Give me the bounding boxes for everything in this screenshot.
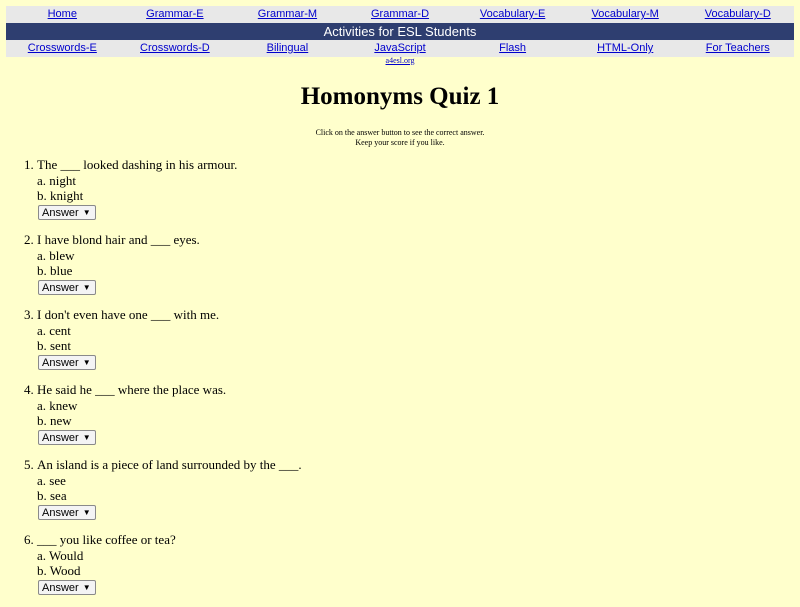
question-item (0, 532, 800, 607)
question-text: He said he ___ where the place was. (37, 382, 227, 397)
answer-label: Answer (42, 207, 79, 219)
nav-link-vocabulary-e[interactable]: Vocabulary-E (479, 8, 546, 20)
nav-link-html-only[interactable]: HTML-Only (597, 42, 654, 54)
option-b: b. new (37, 413, 72, 428)
dropdown-arrow-icon: ▼ (82, 583, 91, 592)
nav-link-crosswords-e[interactable]: Crosswords-E (27, 42, 97, 54)
question-item (0, 157, 800, 232)
nav-link-grammar-d[interactable]: Grammar-D (370, 8, 430, 20)
question-text: I have blond hair and ___ eyes. (37, 232, 200, 247)
page-title: Homonyms Quiz 1 (300, 83, 500, 110)
option-a: a. cent (37, 323, 71, 338)
nav-link-javascript[interactable]: JavaScript (374, 42, 426, 54)
answer-dropdown-button[interactable] (38, 355, 96, 370)
site-home-link[interactable]: a4esl.org (385, 56, 415, 65)
option-a: a. see (37, 473, 66, 488)
option-a: a. blew (37, 248, 75, 263)
nav-link-for-teachers[interactable]: For Teachers (705, 42, 770, 54)
nav-link-grammar-e[interactable]: Grammar-E (146, 8, 204, 20)
question-item (0, 457, 800, 532)
question-item (0, 382, 800, 457)
nav-link-flash[interactable]: Flash (499, 42, 527, 54)
dropdown-arrow-icon: ▼ (82, 508, 91, 517)
answer-label: Answer (42, 582, 79, 594)
dropdown-arrow-icon: ▼ (82, 358, 91, 367)
instructions-line-1: Click on the answer button to see the correct answer. (315, 128, 485, 137)
answer-dropdown-button[interactable] (38, 205, 96, 220)
nav-link-crosswords-d[interactable]: Crosswords-D (140, 42, 210, 54)
question-number: 1. (24, 157, 34, 172)
answer-dropdown-button[interactable] (38, 280, 96, 295)
site-link-row (0, 56, 800, 65)
nav-link-vocabulary-m[interactable]: Vocabulary-M (591, 8, 659, 20)
option-b: b. blue (37, 263, 73, 278)
top-nav-bar (6, 6, 794, 23)
answer-dropdown-button[interactable] (38, 505, 96, 520)
question-item (0, 232, 800, 307)
question-text: The ___ looked dashing in his armour. (37, 157, 238, 172)
question-number: 6. (24, 532, 34, 547)
bottom-nav-bar (6, 40, 794, 57)
question-number: 5. (24, 457, 34, 472)
nav-link-vocabulary-d[interactable]: Vocabulary-D (704, 8, 771, 20)
option-a: a. knew (37, 398, 78, 413)
dropdown-arrow-icon: ▼ (82, 208, 91, 217)
option-b: b. knight (37, 188, 84, 203)
dropdown-arrow-icon: ▼ (82, 283, 91, 292)
question-item (0, 307, 800, 382)
question-number: 4. (24, 382, 34, 397)
question-list (0, 157, 800, 607)
question-text: I don't even have one ___ with me. (37, 307, 220, 322)
instructions (0, 128, 800, 148)
nav-link-home[interactable]: Home (47, 8, 77, 20)
option-b: b. Wood (37, 563, 81, 578)
answer-label: Answer (42, 432, 79, 444)
answer-label: Answer (42, 282, 79, 294)
option-b: b. sea (37, 488, 67, 503)
site-banner: Activities for ESL Students (6, 23, 794, 40)
option-a: a. Would (37, 548, 84, 563)
instructions-line-2: Keep your score if you like. (355, 138, 445, 147)
answer-label: Answer (42, 357, 79, 369)
option-b: b. sent (37, 338, 71, 353)
question-number: 3. (24, 307, 34, 322)
question-text: ___ you like coffee or tea? (37, 532, 176, 547)
question-text: An island is a piece of land surrounded by the ___. (37, 457, 302, 472)
answer-label: Answer (42, 507, 79, 519)
nav-link-grammar-m[interactable]: Grammar-M (257, 8, 318, 20)
nav-link-bilingual[interactable]: Bilingual (266, 42, 309, 54)
dropdown-arrow-icon: ▼ (82, 433, 91, 442)
question-number: 2. (24, 232, 34, 247)
answer-dropdown-button[interactable] (38, 580, 96, 595)
option-a: a. night (37, 173, 76, 188)
answer-dropdown-button[interactable] (38, 430, 96, 445)
